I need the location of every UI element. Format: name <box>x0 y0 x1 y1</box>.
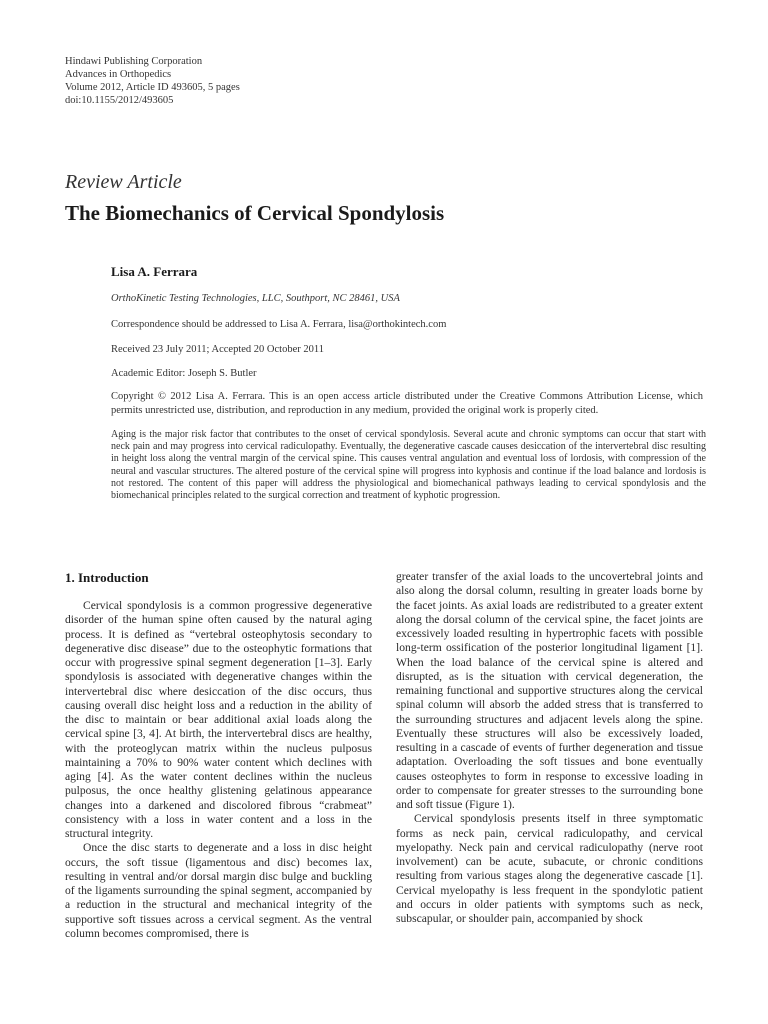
publisher-name: Hindawi Publishing Corporation <box>65 56 203 67</box>
body-paragraph: Once the disc starts to degenerate and a loss in disc height occurs, the soft tissue (ligamentous and disc) becomes lax, resulting in ventral and/or dorsal margin disc bulge and buckling of the ligaments surrounding the spinal segment, accompanied by a reduction in the structural and mechanical integrity of the supportive soft tissues across a cervical segment. As the ventral column becomes compromised, there is <box>65 841 372 940</box>
affiliation: OrthoKinetic Testing Technologies, LLC, Southport, NC 28461, USA <box>111 293 400 304</box>
body-paragraph: greater transfer of the axial loads to the uncovertebral joints and also along the dorsal column, resulting in greater loads borne by the facet joints. As axial loads are redistributed to a greater extent along the dorsal column of the cervical spine, the facet joints are excessively loaded resulting in hypertrophic facets with possible long-term ossification of the posterior longitudinal ligament [1]. When the load balance of the cervical spine is altered and disrupted, as is the situation with cervical degeneration, the remaining functional and supportive structures along the cervical spinal column will absorb the added stress that is transferred to the surrounding structures and adjacent levels along the spine. Eventually these structures will also be excessively loaded, resulting in a cascade of events of further degeneration and tissue adaptation. Overloading the soft tissues and bone eventually causes osteophytes to form in response to excessive loading in order to compensate for greater stresses to the surrounding bone and soft tissue (Figure 1). <box>396 570 703 811</box>
copyright-notice: Copyright © 2012 Lisa A. Ferrara. This is an open access article distributed under the Creative Commons Attribution License, which permits unrestricted use, distribution, and reproduction in any medium, provided the original work is properly cited. <box>111 391 703 416</box>
doi: doi:10.1155/2012/493605 <box>65 95 174 106</box>
right-column <box>396 570 703 926</box>
section-heading: 1. Introduction <box>65 570 149 585</box>
journal-name: Advances in Orthopedics <box>65 69 172 80</box>
article-title: The Biomechanics of Cervical Spondylosis <box>65 201 445 225</box>
academic-editor: Academic Editor: Joseph S. Butler <box>111 368 257 379</box>
journal-header <box>65 55 240 107</box>
article-type: Review Article <box>65 171 182 193</box>
received-date: Received 23 July 2011; Accepted 20 October 2011 <box>111 344 324 355</box>
body-paragraph: Cervical spondylosis presents itself in three symptomatic forms as neck pain, cervical radiculopathy, and cervical myelopathy. Neck pain and cervical radiculopathy (nerve root involvement) can be acute, subacute, or chronic conditions resulting from various stages along the degenerative cascade [1]. Cervical myelopathy is less frequent in the spondylotic patient and occurs in older patients with symptoms such as neck, subscapular, or shoulder pain, accompanied by shock <box>396 812 703 925</box>
abstract: Aging is the major risk factor that contributes to the onset of cervical spondylosis. Several acute and chronic symptoms can occur that start with neck pain and may progress into cervical radiculopathy. Eventually, the degenerative cascade causes desiccation of the intervertebral disc resulting in height loss along the ventral margin of the cervical spine. This causes ventral angulation and eventual loss of lordosis, with compression of the neural and vascular structures. The altered posture of the cervical spine will progress into kyphosis and continue if the load balance and lordosis is not restored. The content of this paper will address the physiological and biomechanical pathways leading to cervical spondylosis and the biomechanical principles related to the surgical correction and treatment of kyphotic progression. <box>111 429 706 502</box>
author-name: Lisa A. Ferrara <box>111 264 198 279</box>
volume-info: Volume 2012, Article ID 493605, 5 pages <box>65 82 240 93</box>
left-column <box>65 570 372 941</box>
correspondence: Correspondence should be addressed to Lisa A. Ferrara, lisa@orthokintech.com <box>111 319 447 330</box>
body-paragraph: Cervical spondylosis is a common progressive degenerative disorder of the human spine often caused by the natural aging process. It is defined as “vertebral osteophytosis secondary to degenerative disc disease” due to the osteophytic formations that occur with progressive spinal segment degeneration [1–3]. Early spondylosis is associated with degenerative changes within the intervertebral disc where desiccation of the disc occurs, thus causing overall disc height loss and a reduction in the ability of the disc to maintain or bear additional axial loads along the cervical spine [3, 4]. At birth, the intervertebral discs are healthy, with the proteoglycan matrix within the nucleus pulposus maintaining a 70% to 90% water content which declines with aging [4]. As the water content declines within the nucleus pulposus, the once healthy glistening gelatinous appearance changes into a darkened and discolored fibrous “crabmeat” consistency with a loss in water content and a loss in the structural integrity. <box>65 599 372 840</box>
